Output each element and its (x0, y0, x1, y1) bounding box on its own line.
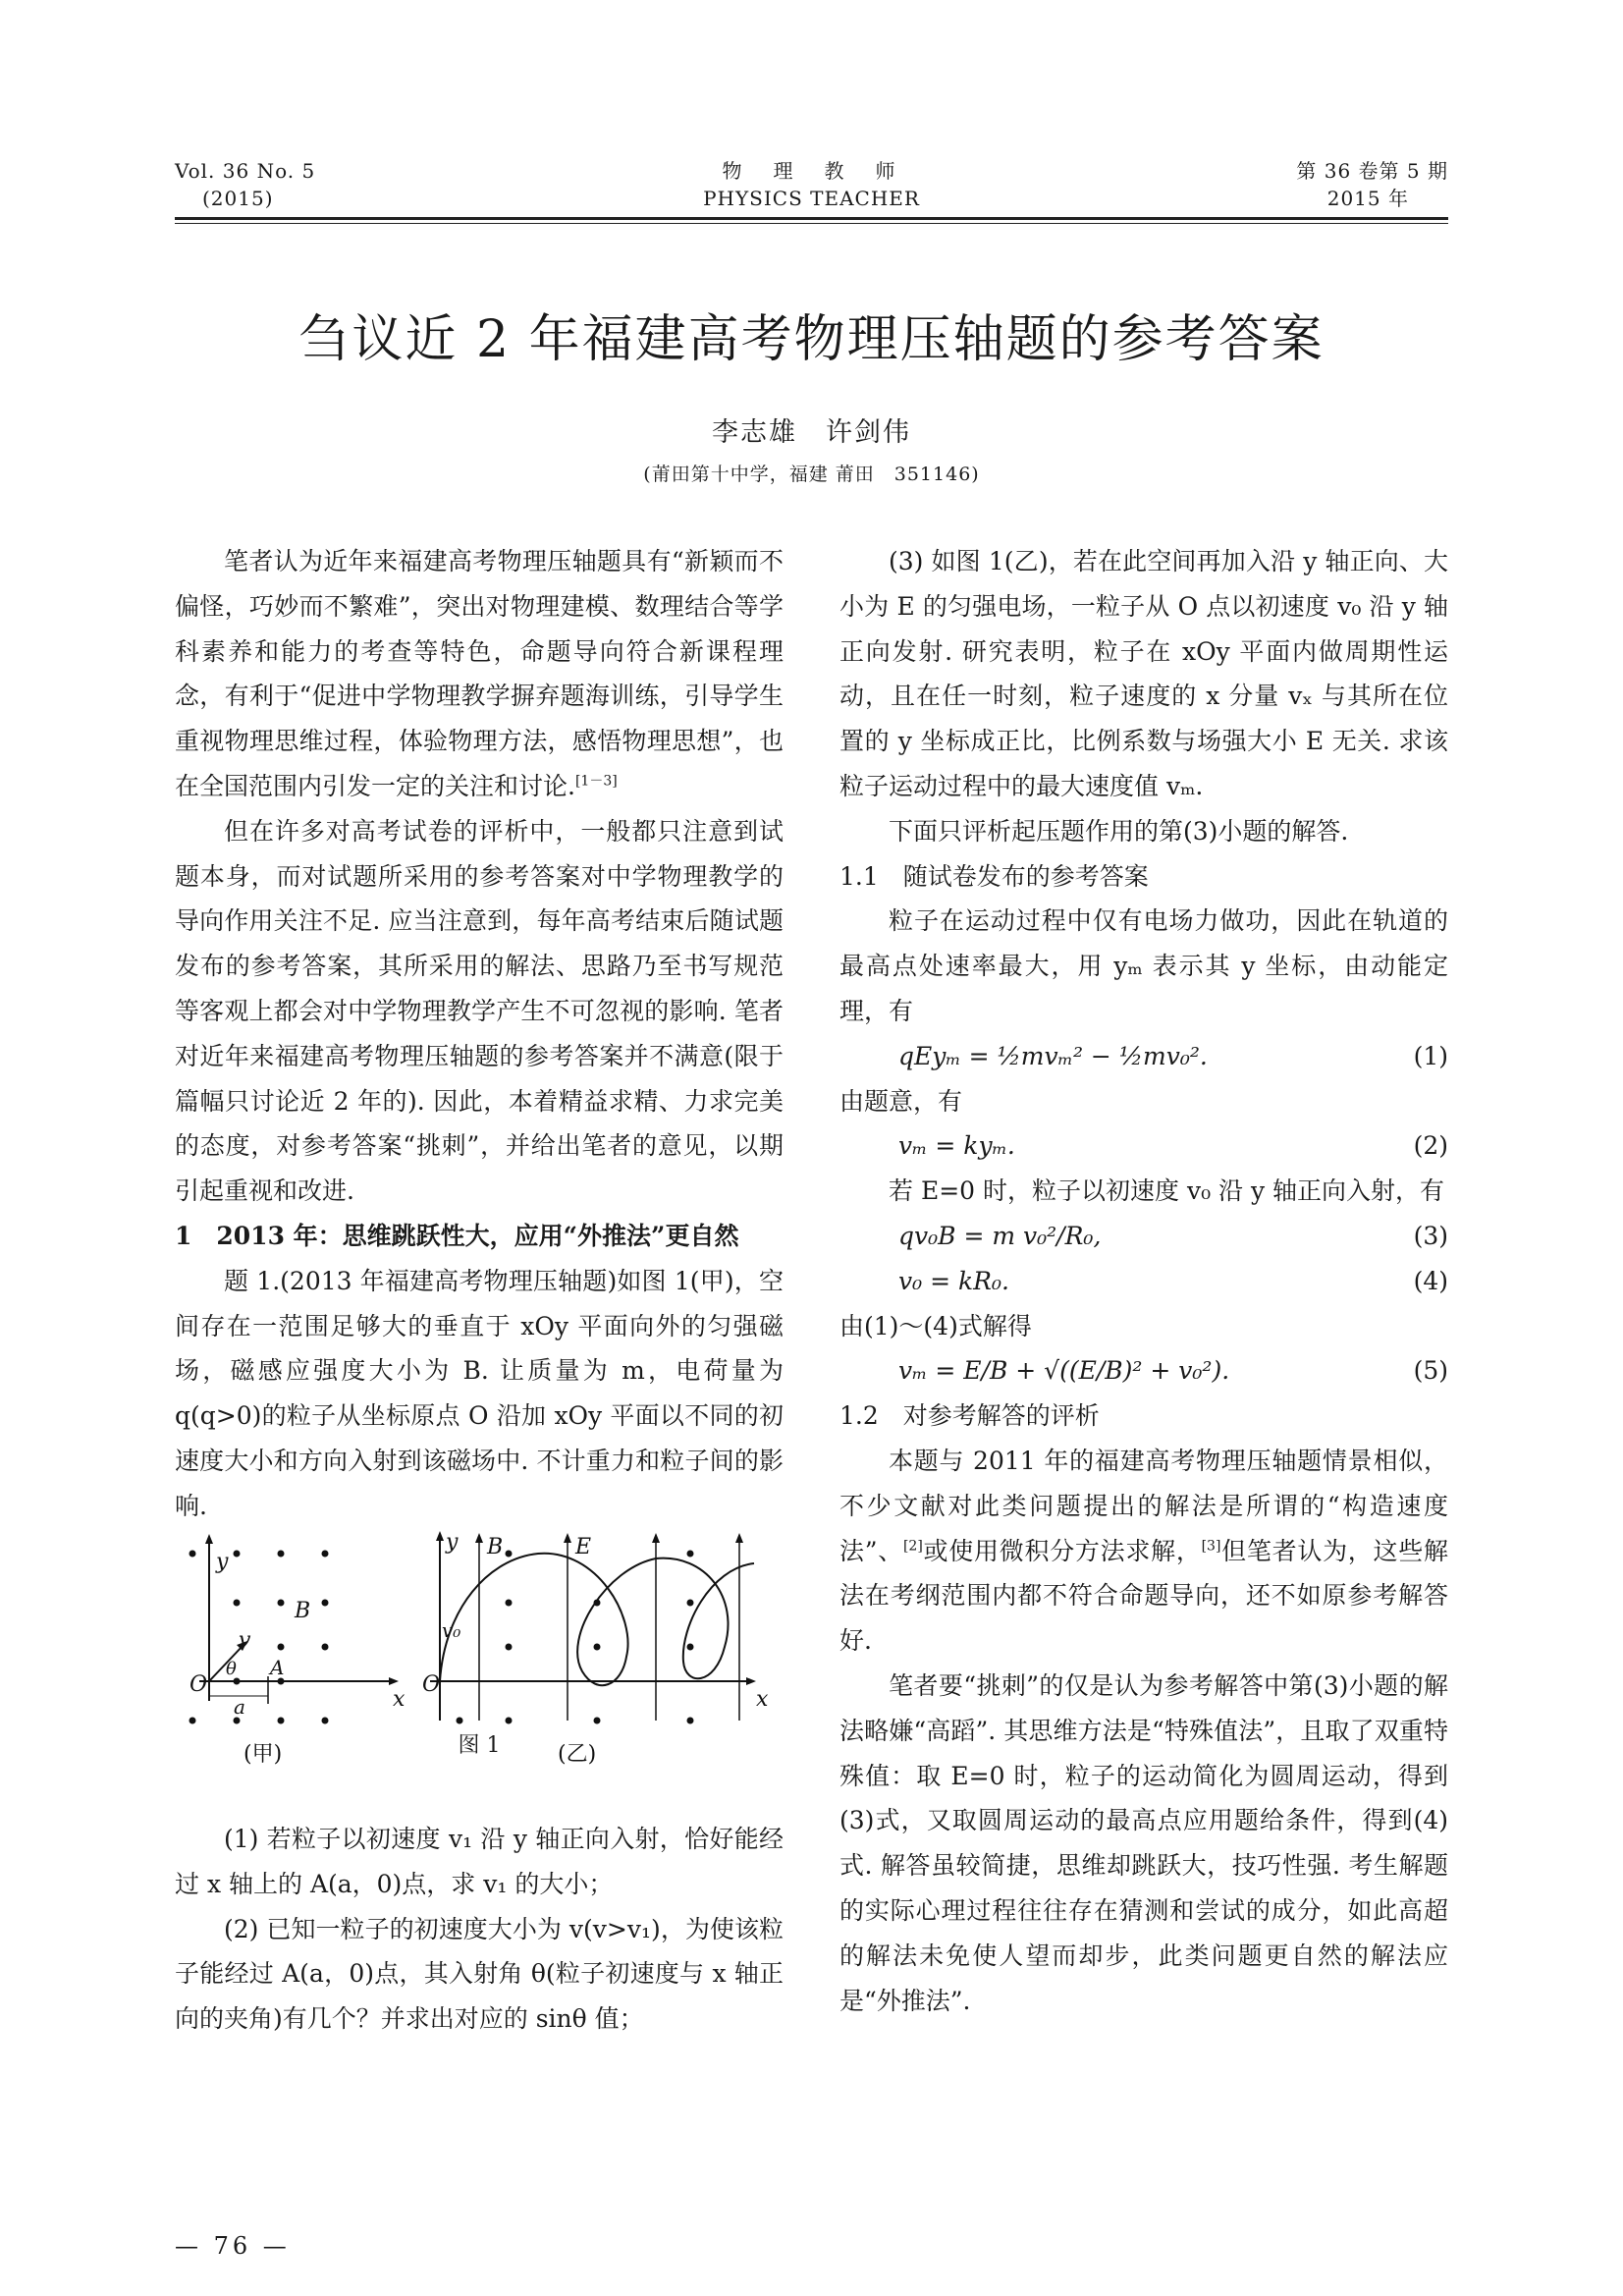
sub-question-3: (3) 如图 1(乙)，若在此空间再加入沿 y 轴正向、大小为 E 的匀强电场，一粒子从 O 点以初速度 v₀ 沿 y 轴正向发射. 研究表明，粒子在 xOy 平面内做周期性运动，且在任一时刻，粒子速度的 x 分量 vₓ 与其所在位置的 y 坐标成正比，比例系数与场强大小 E 无关. 求该粒子运动过程中的最大速度值 vₘ. (839, 547, 1448, 800)
citation[interactable]: [2] (902, 1538, 923, 1555)
paragraph: 本题与 2011 年的福建高考物理压轴题情景相似，不少文献对此类问题提出的解法是所谓的“构造速度法”、[2]或使用微积分方法求解，[3]但笔者认为，这些解法在考纲范围内都不符合命题导向，还不如原参考解答好. (839, 1446, 1448, 1656)
problem-statement: 题 1.(2013 年福建高考物理压轴题)如图 1(甲)，空间存在一范围足够大的垂直于 xOy 平面向外的匀强磁场，磁感应强度大小为 B. 让质量为 m，电荷量为 q(q>0)的粒子从坐标原点 O 沿加 xOy 平面以不同的初速度大小和方向入射到该磁场中. 不计重力和粒子间的影响. (175, 1266, 784, 1520)
page-number: — 76 — (175, 2232, 291, 2260)
subsection-heading: 1.2 对参考解答的评析 (839, 1401, 1100, 1431)
journal-issue-cn (1296, 157, 1448, 212)
article-affiliation: (莆田第十中学，福建 莆田 351146) (643, 464, 980, 485)
left-column (175, 539, 784, 1529)
header-rule-thin (175, 223, 1448, 224)
paragraph: 由(1)～(4)式解得 (839, 1311, 1032, 1340)
citation[interactable]: [1－3] (574, 773, 618, 790)
svg-text:E: E (575, 1535, 592, 1559)
svg-text:x: x (393, 1687, 406, 1712)
svg-text:O: O (422, 1672, 441, 1697)
subsection-heading: 1.1 随试卷发布的参考答案 (839, 861, 1149, 891)
citation[interactable]: [3] (1201, 1538, 1221, 1555)
svg-text:a: a (234, 1695, 245, 1719)
volume-year: (2015) (202, 187, 274, 210)
header-rule (175, 217, 1448, 220)
sub-question-1: (1) 若粒子以初速度 v₁ 沿 y 轴正向入射，恰好能经过 x 轴上的 A(a，0)点，求 v₁ 的大小； (175, 1825, 784, 1898)
svg-text:O: O (189, 1672, 208, 1697)
equation-2: vₘ = kyₘ. (2) (898, 1131, 1448, 1161)
svg-text:v: v (239, 1628, 251, 1653)
svg-text:θ: θ (226, 1659, 237, 1679)
journal-volume (175, 157, 315, 212)
year-cn: 2015 年 (1326, 187, 1409, 210)
svg-text:A: A (270, 1656, 285, 1679)
paragraph: 但在许多对高考试卷的评析中，一般都只注意到试题本身，而对试题所采用的参考答案对中学物理教学的导向作用关注不足. 应当注意到，每年高考结束后随试题发布的参考答案，其所采用的解法、思路乃至书写规范等客观上都会对中学物理教学产生不可忽视的影响. 笔者对近年来福建高考物理压轴题的参考答案并不满意(限于篇幅只讨论近 2 年的). 因此，本着精益求精、力求完美的态度，对参考答案“挑刺”，并给出笔者的意见，以期引起重视和改进. (175, 816, 784, 1206)
svg-text:(乙): (乙) (558, 1742, 597, 1767)
svg-text:y: y (446, 1530, 459, 1555)
journal-name (550, 157, 1073, 212)
svg-text:v₀: v₀ (442, 1618, 461, 1642)
svg-text:B: B (295, 1599, 311, 1623)
figure-caption: 图 1 (458, 1733, 501, 1758)
left-column-lower (175, 1817, 784, 2042)
article-title: 刍议近 2 年福建高考物理压轴题的参考答案 (298, 310, 1325, 369)
svg-text:x: x (756, 1687, 769, 1712)
journal-name-en: PHYSICS TEACHER (703, 187, 920, 210)
volume-issue: Vol. 36 No. 5 (175, 159, 316, 183)
paragraph: 下面只评析起压题作用的第(3)小题的解答. (889, 816, 1349, 846)
journal-name-cn: 物 理 教 师 (722, 159, 901, 183)
field-dots-b (457, 1551, 694, 1724)
paragraph: 由题意，有 (839, 1086, 963, 1116)
equation-4: v₀ = kR₀. (4) (898, 1266, 1448, 1295)
svg-text:B: B (487, 1535, 504, 1559)
paragraph: 笔者要“挑刺”的仅是认为参考解答中第(3)小题的解法略嫌“高蹈”. 其思维方法是“特殊值法”，且取了双重特殊值：取 E=0 时，粒子的运动简化为圆周运动，得到(3)式，又取圆周运动的最高点应用题给条件，得到(4)式. 解答虽较简捷，思维却跳跃大，技巧性强. 考生解题的实际心理过程往往存在猜测和尝试的成分，如此高超的解法未免使人望而却步，此类问题更自然的解法应是“外推法”. (839, 1670, 1448, 2015)
paragraph: 粒子在运动过程中仅有电场力做功，因此在轨道的最高点处速率最大，用 yₘ 表示其 y 坐标，由动能定理，有 (839, 906, 1448, 1025)
right-column (839, 539, 1448, 2023)
paragraph: 若 E=0 时，粒子以初速度 v₀ 沿 y 轴正向入射，有 (889, 1176, 1445, 1206)
section-heading: 1 2013 年：思维跳跃性大，应用“外推法”更自然 (175, 1221, 739, 1250)
article-authors: 李志雄 许剑伟 (712, 417, 911, 448)
equation-1: qEyₘ = ½mvₘ² − ½mv₀². (1) (898, 1041, 1448, 1070)
equation-5: vₘ = E/B + √((E/B)² + v₀²). (5) (898, 1356, 1448, 1386)
sub-question-2: (2) 已知一粒子的初速度大小为 v(v>v₁)，为使该粒子能经过 A(a，0)点，其入射角 θ(粒子初速度与 x 轴正向的夹角)有几个？并求出对应的 sinθ 值； (175, 1914, 784, 2034)
svg-text:y: y (216, 1550, 229, 1574)
equation-3: qv₀B = m v₀²/R₀, (3) (898, 1221, 1448, 1250)
issue-cn: 第 36 卷第 5 期 (1296, 159, 1448, 183)
svg-text:(甲): (甲) (243, 1742, 283, 1767)
paragraph: 笔者认为近年来福建高考物理压轴题具有“新颖而不偏怪，巧妙而不繁难”，突出对物理建模、数理结合等学科素养和能力的考查等特色，命题导向符合新课程理念，有利于“促进中学物理教学摒弃题海训练，引导学生重视物理思维过程，体验物理方法，感悟物理思想”，也在全国范围内引发一定的关注和讨论.[1－3] (175, 547, 784, 800)
